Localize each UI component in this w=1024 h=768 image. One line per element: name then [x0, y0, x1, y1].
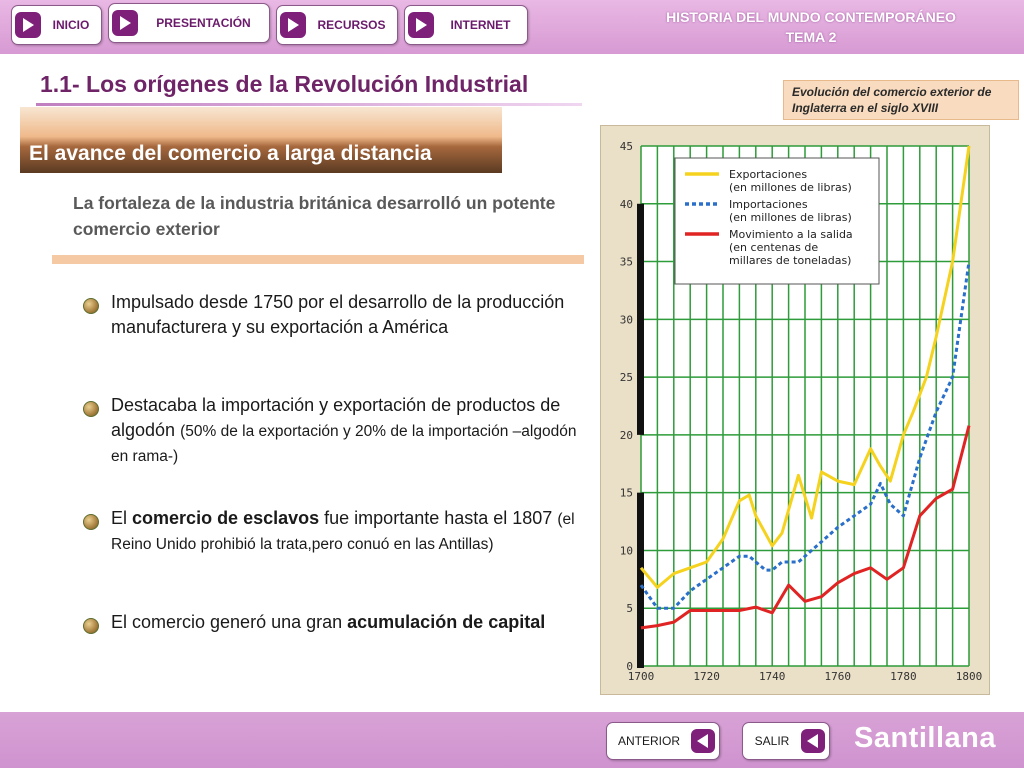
axis-bar: [637, 493, 644, 668]
course-heading: [646, 7, 976, 47]
section-header: [20, 107, 502, 173]
bullet-note: (50% de la exportación y 20% de la importación –algodón en rama-): [111, 423, 577, 465]
nav-presentacion-label: PRESENTACIÓN: [156, 16, 251, 30]
bullet-text: [111, 290, 577, 340]
y-tick-label: 20: [619, 428, 633, 442]
brand-logo: Santillana: [854, 722, 996, 754]
page-title: 1.1- Los orígenes de la Revolución Industrial: [40, 71, 529, 97]
course-subtitle: TEMA 2: [785, 29, 837, 45]
bullet-text: [111, 393, 577, 468]
play-icon: [280, 12, 306, 38]
bullet-post: fue importante hasta el 1807: [324, 508, 553, 528]
legend-label: Importaciones (en millones de libras): [729, 198, 852, 224]
anterior-button[interactable]: [606, 722, 720, 760]
nav-internet-label: INTERNET: [450, 18, 511, 32]
bullet-text: [111, 506, 577, 556]
bullet-dot-icon: [83, 298, 99, 314]
nav-presentacion-button[interactable]: [108, 3, 270, 43]
y-tick-label: 45: [619, 140, 633, 153]
bullet-bold: comercio de esclavos: [132, 508, 320, 528]
x-tick-label: 1720: [693, 670, 720, 683]
y-tick-label: 10: [619, 544, 633, 558]
legend-label: Exportaciones (en millones de libras): [729, 168, 852, 194]
chart-frame: [600, 125, 990, 695]
bullet-pre: El: [111, 508, 128, 528]
bullet-pre: El comercio generó una gran: [111, 612, 343, 632]
title-underline: [36, 103, 582, 106]
y-tick-label: 0: [626, 660, 633, 673]
salir-label: SALIR: [754, 734, 790, 748]
x-tick-label: 1780: [890, 670, 917, 683]
bullet-text: [111, 610, 577, 635]
x-tick-label: 1740: [758, 670, 786, 683]
y-tick-label: 15: [619, 486, 633, 500]
x-tick-label: 1800: [955, 670, 983, 683]
divider: [52, 255, 584, 264]
line-chart: [601, 126, 991, 696]
play-icon: [112, 10, 138, 36]
exit-arrow-icon: [801, 729, 825, 753]
play-icon: [408, 12, 434, 38]
x-tick-label: 1700: [627, 670, 655, 683]
bullet-main: Destacaba la importación y exportación de productos de algodón: [111, 395, 561, 440]
axis-bar: [637, 204, 644, 435]
y-tick-label: 30: [619, 313, 633, 327]
nav-recursos-button[interactable]: [276, 5, 398, 45]
bullet-main: Impulsado desde 1750 por el desarrollo de la producción manufacturera y su exportación a América: [111, 292, 565, 337]
back-arrow-icon: [691, 729, 715, 753]
y-tick-label: 40: [619, 197, 633, 211]
nav-inicio-button[interactable]: [11, 5, 102, 45]
bullet-dot-icon: [83, 618, 99, 634]
y-tick-label: 5: [626, 602, 633, 616]
nav-inicio-label: INICIO: [52, 18, 90, 32]
y-tick-label: 35: [619, 255, 633, 269]
chart-caption: Evolución del comercio exterior de Inglaterra en el siglo XVIII: [783, 80, 1019, 120]
nav-internet-button[interactable]: [404, 5, 528, 45]
bullet-dot-icon: [83, 514, 99, 530]
y-tick-label: 25: [619, 371, 633, 385]
legend-label: Movimiento a la salida (en centenas de millares de toneladas): [729, 228, 853, 267]
salir-button[interactable]: [742, 722, 830, 760]
nav-recursos-label: RECURSOS: [317, 18, 386, 32]
bullet-bold: acumulación de capital: [347, 612, 546, 632]
anterior-label: ANTERIOR: [617, 734, 680, 748]
course-title: HISTORIA DEL MUNDO CONTEMPORÁNEO: [666, 9, 956, 25]
intro-text: La fortaleza de la industria británica desarrolló un potente comercio exterior: [73, 193, 556, 239]
section-header-text: El avance del comercio a larga distancia: [29, 142, 432, 165]
bullet-dot-icon: [83, 401, 99, 417]
play-icon: [15, 12, 41, 38]
x-tick-label: 1760: [824, 670, 852, 683]
bullet-note: (el Reino Unido prohibió la trata,pero conuó en las Antillas): [111, 511, 575, 553]
